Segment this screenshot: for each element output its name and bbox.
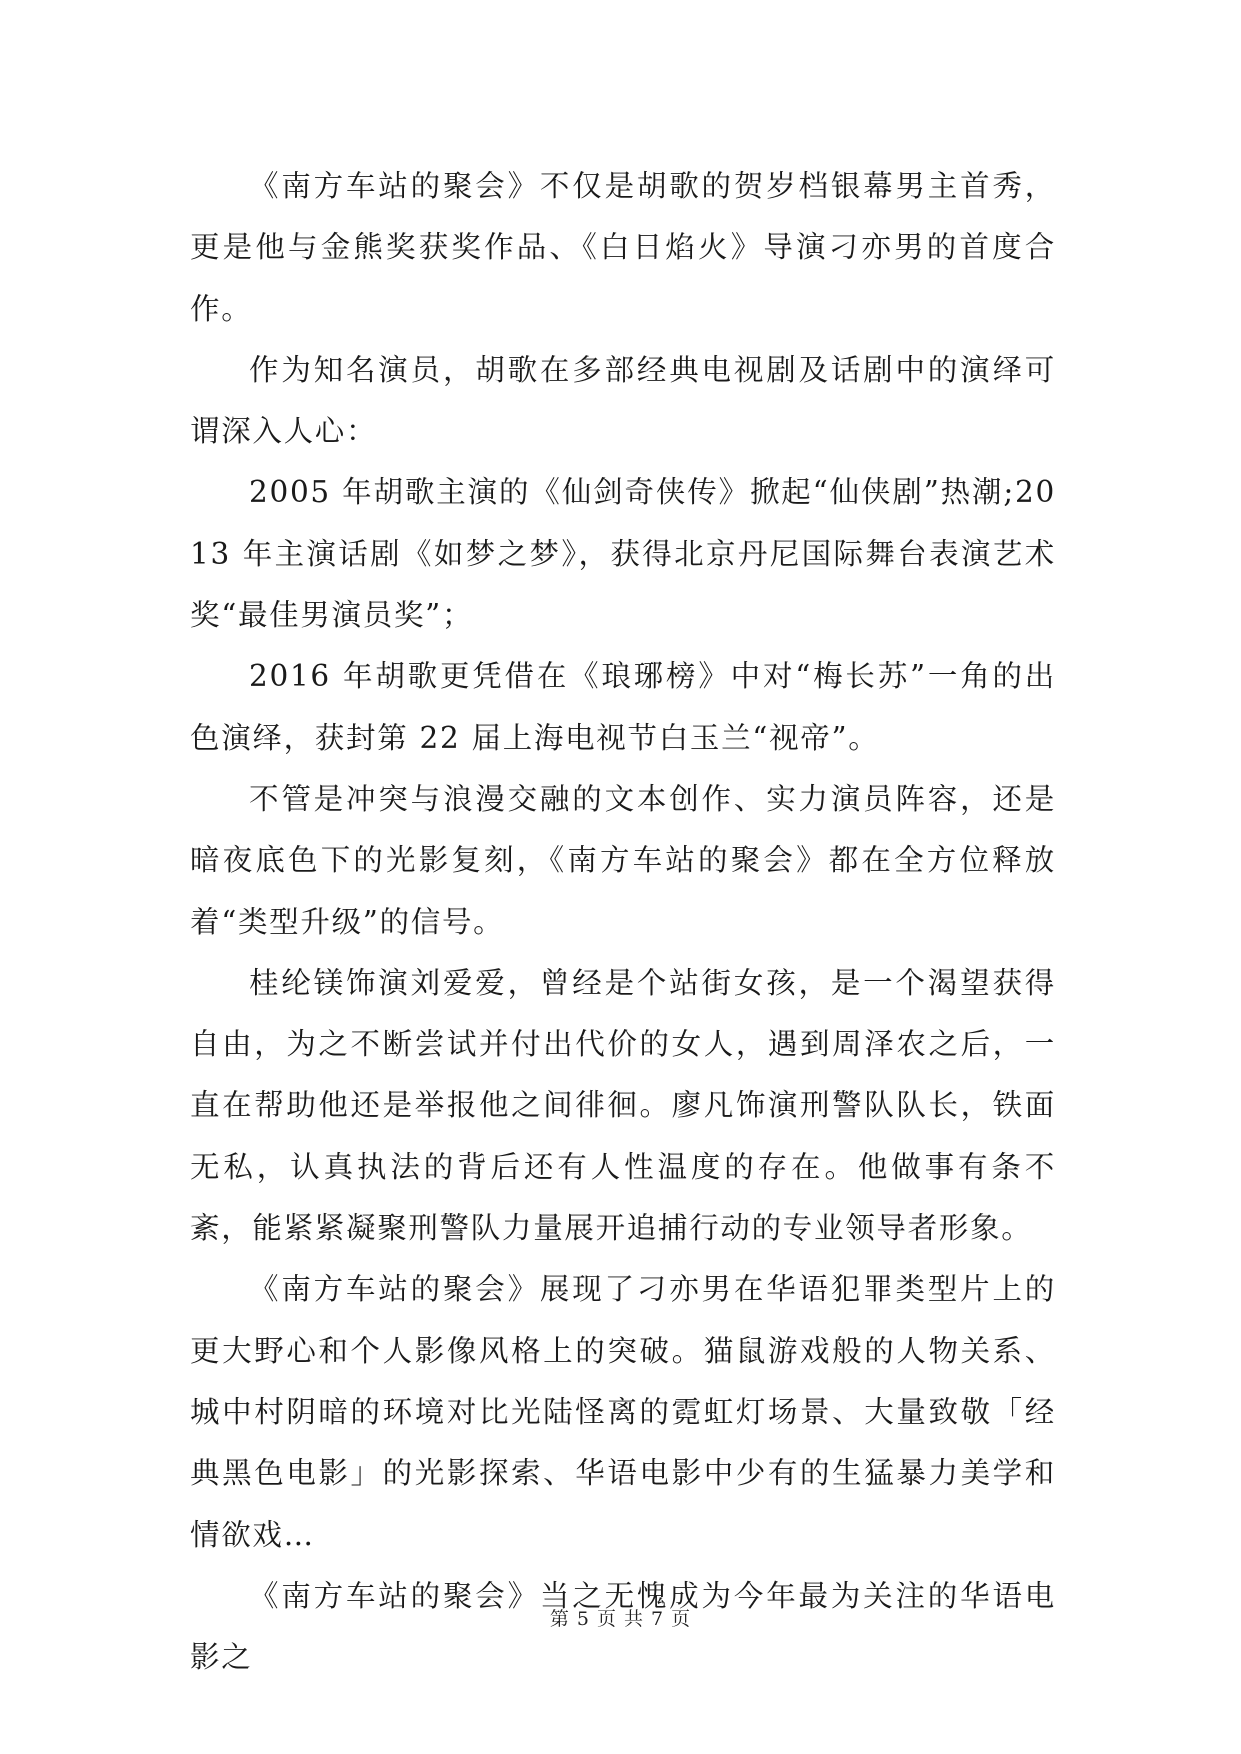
paragraph: 《南方车站的聚会》展现了刁亦男在华语犯罪类型片上的更大野心和个人影像风格上的突破。猫鼠游戏般的人物关系、城中村阴暗的环境对比光陆怪离的霓虹灯场景、大量致敬「经典黑色电影」的光影探索、华语电影中少有的生猛暴力美学和情欲戏… [190,1272,1056,1552]
paragraph: 2005 年胡歌主演的《仙剑奇侠传》掀起“仙侠剧”热潮;2013 年主演话剧《如梦之梦》，获得北京丹尼国际舞台表演艺术奖“最佳男演员奖”； [190,475,1056,633]
document-body [190,156,1056,1688]
paragraph: 桂纶镁饰演刘爱爱，曾经是个站街女孩，是一个渴望获得自由，为之不断尝试并付出代价的女人，遇到周泽农之后，一直在帮助他还是举报他之间徘徊。廖凡饰演刑警队队长，铁面无私，认真执法的背后还有人性温度的存在。他做事有条不紊，能紧紧凝聚刑警队力量展开追捕行动的专业领导者形象。 [190,965,1056,1246]
paragraph: 不管是冲突与浪漫交融的文本创作、实力演员阵容，还是暗夜底色下的光影复刻，《南方车站的聚会》都在全方位释放着“类型升级”的信号。 [190,781,1056,939]
paragraph: 《南方车站的聚会》不仅是胡歌的贺岁档银幕男主首秀，更是他与金熊奖获奖作品、《白日焰火》导演刁亦男的首度合作。 [190,169,1056,326]
paragraph: 作为知名演员，胡歌在多部经典电视剧及话剧中的演绎可谓深入人心： [190,352,1056,449]
paragraph: 《南方车站的聚会》当之无愧成为今年最为关注的华语电影之 [190,1578,1056,1675]
paragraph: 2016 年胡歌更凭借在《琅琊榜》中对“梅长苏”一角的出色演绎，获封第 22 届上海电视节白玉兰“视帝”。 [190,659,1056,755]
page-number-footer: 第 5 页 共 7 页 [549,1608,692,1630]
